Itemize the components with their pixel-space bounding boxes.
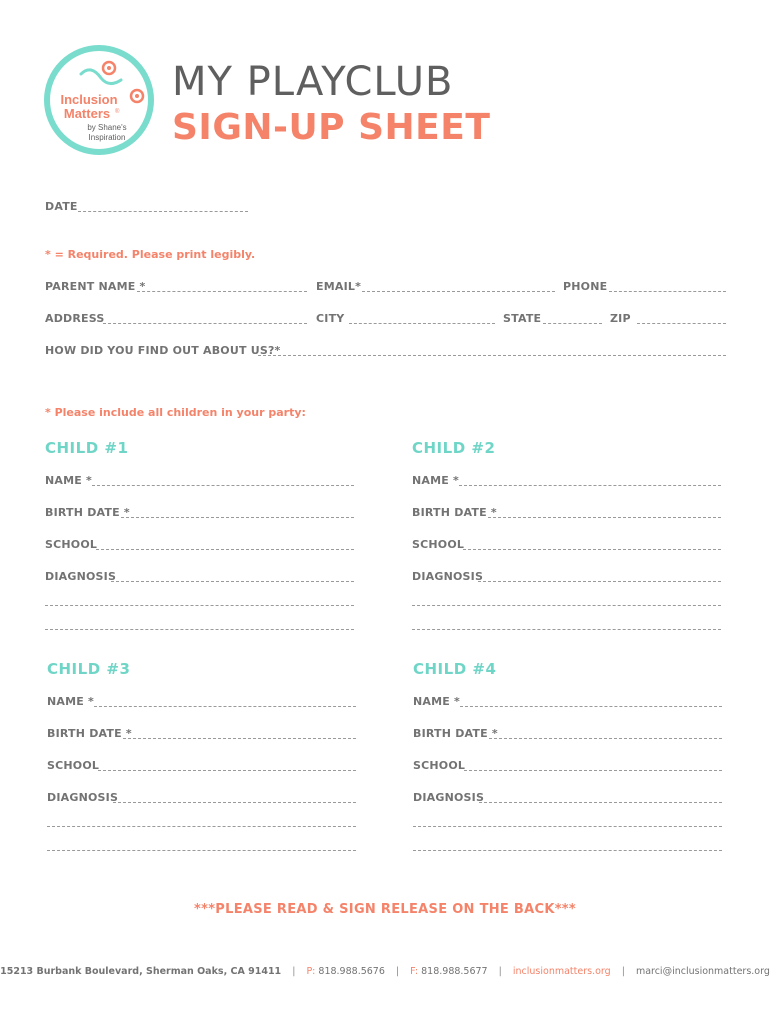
child-3-birth-label: BIRTH DATE * [47, 727, 132, 740]
parent-name-field[interactable] [137, 291, 307, 292]
child-3-name-label: NAME * [47, 695, 94, 708]
children-note: * Please include all children in your party: [45, 406, 306, 419]
child-3-diagnosis-label: DIAGNOSIS [47, 791, 119, 804]
child-4-birth-label: BIRTH DATE * [413, 727, 498, 740]
child-2-heading: CHILD #2 [412, 439, 496, 457]
svg-text:Inspiration: Inspiration [88, 133, 126, 142]
svg-text:®: ® [115, 109, 120, 115]
footer-separator: | [292, 966, 296, 977]
address-label: ADDRESS [45, 312, 105, 325]
city-label: CITY [316, 312, 345, 325]
child-1-name-label: NAME * [45, 474, 92, 487]
footer-separator: | [498, 966, 502, 977]
required-note: * = Required. Please print legibly. [45, 248, 256, 261]
child-4-school-field[interactable] [464, 770, 722, 771]
email-field[interactable] [362, 291, 555, 292]
phone-field[interactable] [609, 291, 726, 292]
found-us-field[interactable] [258, 355, 726, 356]
date-label: DATE [45, 200, 78, 213]
child-1-diagnosis-line-3[interactable] [45, 629, 354, 630]
child-4-diagnosis-field[interactable] [479, 802, 722, 803]
phone-label: PHONE [563, 280, 608, 293]
child-3-name-field[interactable] [94, 706, 356, 707]
found-us-label: HOW DID YOU FIND OUT ABOUT US?* [45, 344, 281, 357]
svg-text:by Shane's: by Shane's [87, 123, 127, 132]
state-field[interactable] [543, 323, 602, 324]
footer-fax-prefix: F: [410, 966, 419, 977]
child-2-name-label: NAME * [412, 474, 459, 487]
child-4-school-label: SCHOOL [413, 759, 466, 772]
release-note: ***PLEASE READ & SIGN RELEASE ON THE BACK*** [194, 902, 576, 917]
child-3-birth-field[interactable] [123, 738, 356, 739]
child-2-birth-label: BIRTH DATE * [412, 506, 497, 519]
svg-text:Inclusion: Inclusion [60, 92, 118, 107]
child-1-diagnosis-field[interactable] [111, 581, 354, 582]
city-field[interactable] [349, 323, 495, 324]
child-2-diagnosis-line-3[interactable] [412, 629, 721, 630]
child-4-diagnosis-line-2[interactable] [413, 826, 722, 827]
child-4-heading: CHILD #4 [413, 660, 497, 678]
zip-label: ZIP [610, 312, 631, 325]
state-label: STATE [503, 312, 542, 325]
child-1-name-field[interactable] [92, 485, 354, 486]
child-1-school-field[interactable] [96, 549, 354, 550]
child-1-birth-label: BIRTH DATE * [45, 506, 130, 519]
email-label: EMAIL* [316, 280, 362, 293]
child-1-diagnosis-line-2[interactable] [45, 605, 354, 606]
footer-email-link[interactable]: marci@inclusionmatters.org [635, 966, 770, 977]
child-2-name-field[interactable] [459, 485, 721, 486]
child-3-diagnosis-line-2[interactable] [47, 826, 356, 827]
child-1-heading: CHILD #1 [45, 439, 129, 457]
page-title-line1: MY PLAYCLUB [172, 59, 454, 105]
date-field[interactable] [78, 211, 248, 212]
child-3-school-label: SCHOOL [47, 759, 100, 772]
child-2-school-label: SCHOOL [412, 538, 465, 551]
child-4-birth-field[interactable] [489, 738, 722, 739]
footer-phone: 818.988.5676 [318, 966, 385, 977]
child-4-diagnosis-line-3[interactable] [413, 850, 722, 851]
child-4-name-label: NAME * [413, 695, 460, 708]
footer-fax: 818.988.5677 [421, 966, 488, 977]
child-2-diagnosis-field[interactable] [478, 581, 721, 582]
child-1-birth-field[interactable] [121, 517, 354, 518]
address-field[interactable] [103, 323, 307, 324]
zip-field[interactable] [637, 323, 726, 324]
child-3-diagnosis-line-3[interactable] [47, 850, 356, 851]
child-2-school-field[interactable] [463, 549, 721, 550]
footer-website-link[interactable]: inclusionmatters.org [512, 966, 611, 977]
child-2-diagnosis-label: DIAGNOSIS [412, 570, 484, 583]
child-3-diagnosis-field[interactable] [113, 802, 356, 803]
child-3-heading: CHILD #3 [47, 660, 131, 678]
footer-separator: | [621, 966, 625, 977]
footer-separator: | [395, 966, 400, 977]
child-4-diagnosis-label: DIAGNOSIS [413, 791, 485, 804]
child-3-school-field[interactable] [98, 770, 356, 771]
footer-address: 15213 Burbank Boulevard, Sherman Oaks, CA 91411 [0, 966, 282, 977]
parent-name-label: PARENT NAME * [45, 280, 146, 293]
child-2-diagnosis-line-2[interactable] [412, 605, 721, 606]
child-1-diagnosis-label: DIAGNOSIS [45, 570, 117, 583]
child-2-birth-field[interactable] [488, 517, 721, 518]
footer [0, 966, 770, 977]
child-4-name-field[interactable] [460, 706, 722, 707]
footer-phone-prefix: P: [306, 966, 316, 977]
page-title-line2: SIGN-UP SHEET [172, 107, 491, 148]
child-1-school-label: SCHOOL [45, 538, 98, 551]
inclusion-matters-logo [43, 44, 155, 156]
svg-text:Matters: Matters [63, 106, 111, 121]
